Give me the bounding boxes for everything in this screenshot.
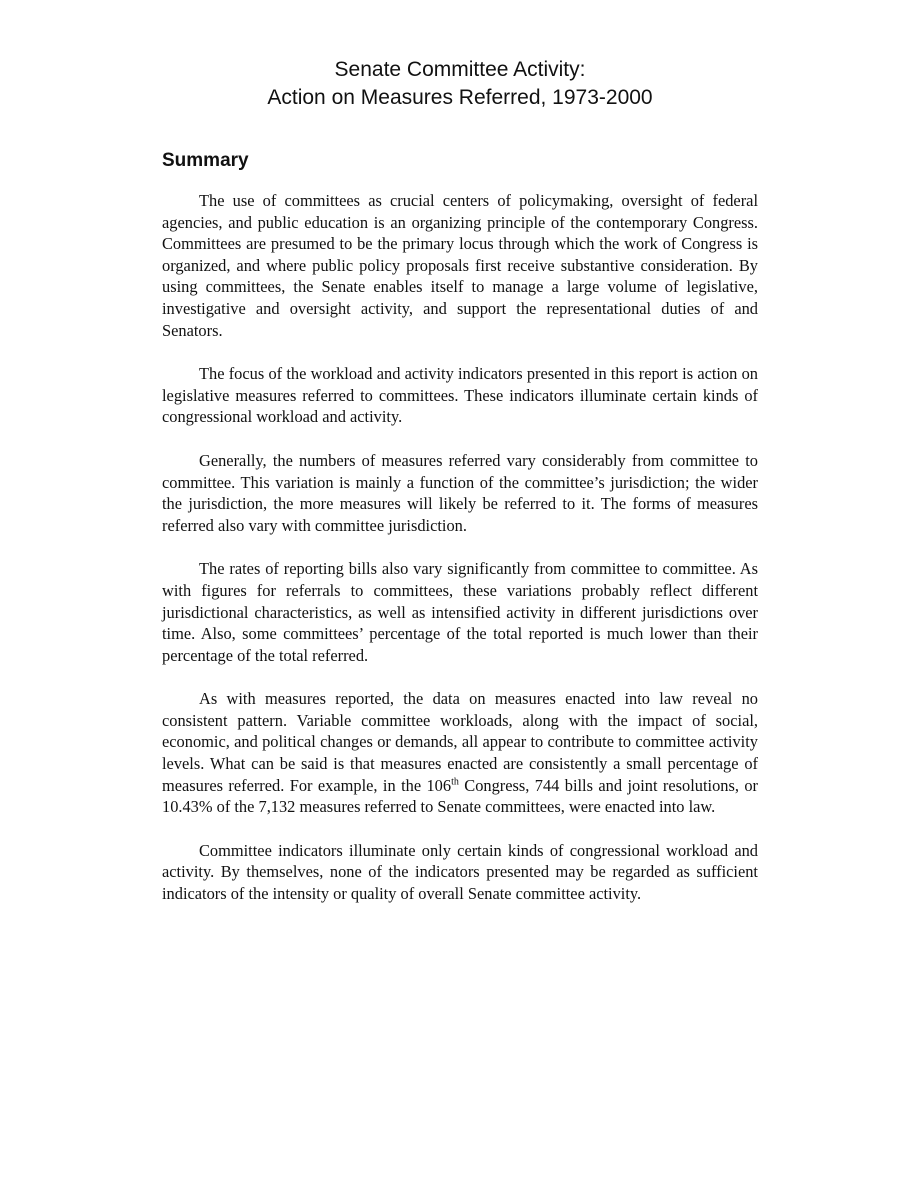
document-page xyxy=(162,56,758,927)
summary-paragraph-6: Committee indicators illuminate only certain kinds of congressional workload and activity. By themselves, none of the indicators presented may be regarded as sufficient indicators of the intensity or quality of overall Senate committee activity. xyxy=(162,840,758,904)
summary-paragraph-1: The use of committees as crucial centers of policymaking, oversight of federal agencies, and public education is an organizing principle of the contemporary Congress. Committees are presumed to be the primary locus through which the work of Congress is organized, and where public policy proposals first receive substantive consideration. By using committees, the Senate enables itself to manage a large volume of legislative, investigative and oversight activity, and support the representational duties of and Senators. xyxy=(162,191,758,340)
summary-paragraph-4: The rates of reporting bills also vary significantly from committee to committee. As with figures for referrals to committees, these variations probably reflect different jurisdictional characteristics, as well as intensified activity in different jurisdictions over time. Also, some committees’ percentage of the total reported is much lower than their percentage of the total referred. xyxy=(162,559,758,665)
paragraph-5-text-start: As with measures reported, the data on measures enacted into law reveal no consistent pattern. Variable committee workloads, along with the impact of social, economic, and political changes or demands, all appear to contribute to committee activity levels. What can be said is that measures enacted are consistently a small percentage of measures referred. For example, in the 106 xyxy=(162,689,758,795)
title-line-2: Action on Measures Referred, 1973-2000 xyxy=(267,86,653,109)
summary-paragraph-2: The focus of the workload and activity indicators presented in this report is action on legislative measures referred to committees. These indicators illuminate certain kinds of congressional workload and activity. xyxy=(162,364,758,427)
paragraph-5-text-end: Congress, 744 bills and joint resolutions, or 10.43% of the 7,132 measures referred to Senate committees, were enacted into law. xyxy=(162,775,758,817)
title-line-1: Senate Committee Activity: xyxy=(334,58,586,81)
ordinal-suffix: th xyxy=(451,776,459,788)
document-title xyxy=(162,56,758,112)
summary-paragraph-3: Generally, the numbers of measures referred vary considerably from committee to committee. This variation is mainly a function of the committee’s jurisdiction; the wider the jurisdiction, the more measures will likely be referred to it. The forms of measures referred also vary with committee jurisdiction. xyxy=(162,450,758,535)
section-heading-summary: Summary xyxy=(162,150,249,171)
summary-paragraph-5 xyxy=(162,688,758,818)
